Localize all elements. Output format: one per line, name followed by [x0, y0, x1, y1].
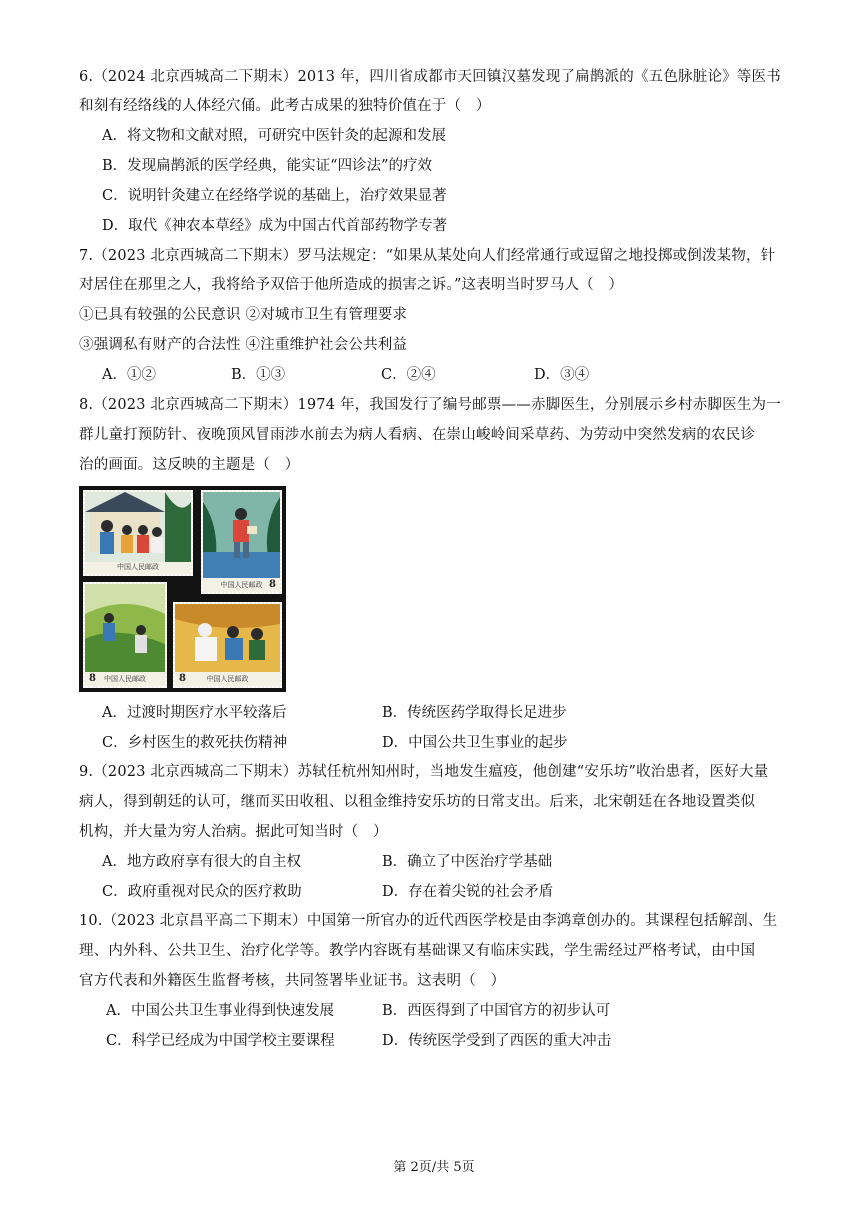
q9-stem-line2: 病人，得到朝廷的认可，继而买田收租、以租金维持安乐坊的日常支出。后来，北宋朝廷在各地设置类似 — [79, 794, 756, 810]
stamp-field-treatment-art — [175, 604, 280, 672]
stamp-value: 8 — [179, 673, 186, 684]
stamp-vaccination-art — [85, 492, 191, 562]
q7-option-d: D．③④ — [534, 367, 590, 383]
stamp-caption: 中国人民邮政 — [206, 675, 249, 683]
q7-stem-line1: 7.（2023 北京西城高二下期末）罗马法规定：“如果从某处向人们经常通行或逗留之地投掷或倒泼某物，针 — [79, 248, 776, 264]
q6-option-b: B．发现扁鹊派的医学经典，能实证“四诊法”的疗效 — [102, 158, 432, 174]
q7-option-c: C．②④ — [381, 367, 436, 383]
q6-option-a: A．将文物和文献对照，可研究中医针灸的起源和发展 — [102, 128, 446, 144]
q8-stem-line3: 治的画面。这反映的主题是（ ） — [79, 457, 300, 473]
stamp-value: 8 — [89, 673, 96, 684]
q8-stem-line1: 8.（2023 北京西城高二下期末）1974 年，我国发行了编号邮票——赤脚医生，分别展示乡村赤脚医生为一 — [79, 397, 781, 413]
stamp-wading — [201, 490, 282, 594]
q9-option-d: D．存在着尖锐的社会矛盾 — [382, 884, 554, 900]
q8-option-a: A．过渡时期医疗水平较落后 — [102, 705, 287, 721]
q7-option-b: B．①③ — [231, 367, 286, 383]
q6-option-c: C．说明针灸建立在经络学说的基础上，治疗效果显著 — [102, 188, 447, 204]
q8-option-d: D．中国公共卫生事业的起步 — [382, 735, 568, 751]
stamp-caption: 中国人民邮政 — [104, 675, 146, 683]
stamp-value: 8 — [269, 579, 276, 590]
q10-stem-line1: 10.（2023 北京昌平高二下期末）中国第一所官办的近代西医学校是由李鸿章创办的。其课程包括解剖、生 — [79, 913, 778, 929]
q6-stem-line2: 和刻有经络线的人体经穴俑。此考古成果的独特价值在于（ ） — [79, 98, 491, 114]
q10-option-d: D．传统医学受到了西医的重大冲击 — [382, 1033, 612, 1049]
q10-stem-line2: 理、内外科、公共卫生、治疗化学等。教学内容既有基础课又有临床实践，学生需经过严格考试，由中国 — [79, 943, 756, 959]
q8-stem-line2: 群儿童打预防针、夜晚顶风冒雨涉水前去为病人看病、在崇山峻岭间采草药、为劳动中突然发病的农民诊 — [79, 427, 756, 443]
barefoot-doctor-stamps-image — [79, 486, 286, 692]
q9-option-a: A．地方政府享有很大的自主权 — [102, 854, 301, 870]
stamp-herbs — [83, 582, 167, 688]
q8-option-c: C．乡村医生的救死扶伤精神 — [102, 735, 288, 751]
q7-statements-1: ①已具有较强的公民意识 ②对城市卫生有管理要求 — [79, 307, 408, 323]
q8-option-b: B．传统医药学取得长足进步 — [382, 705, 567, 721]
page-number: 第 2页/共 5页 — [393, 1160, 475, 1175]
q6-stem-line1: 6.（2024 北京西城高二下期末）2013 年，四川省成都市天回镇汉墓发现了扁鹊派的《五色脉脏论》等医书 — [79, 69, 781, 85]
q7-stem-line2: 对居住在那里之人，我将给予双倍于他所造成的损害之诉。”这表明当时罗马人（ ） — [79, 277, 624, 293]
q9-stem-line1: 9.（2023 北京西城高二下期末）苏轼任杭州知州时，当地发生瘟疫，他创建“安乐坊”收治患者，医好大量 — [79, 764, 769, 780]
stamp-herbs-art — [85, 584, 165, 672]
q7-option-a: A．①② — [102, 367, 156, 383]
stamp-field-treatment — [173, 602, 282, 688]
q9-option-b: B．确立了中医治疗学基础 — [382, 854, 553, 870]
stamp-caption: 中国人民邮政 — [117, 563, 159, 571]
q10-option-c: C．科学已经成为中国学校主要课程 — [106, 1033, 335, 1049]
stamp-vaccination — [83, 490, 193, 576]
q9-option-c: C．政府重视对民众的医疗救助 — [102, 884, 302, 900]
q9-stem-line3: 机构，并大量为穷人治病。据此可知当时（ ） — [79, 824, 388, 840]
stamp-wading-art — [203, 492, 280, 578]
q10-option-a: A．中国公共卫生事业得到快速发展 — [106, 1003, 334, 1019]
q10-stem-line3: 官方代表和外籍医生监督考核，共同签署毕业证书。这表明（ ） — [79, 973, 506, 989]
q10-option-b: B．西医得到了中国官方的初步认可 — [382, 1003, 611, 1019]
stamp-caption: 中国人民邮政 — [220, 581, 263, 589]
q6-option-d: D．取代《神农本草经》成为中国古代首部药物学专著 — [102, 218, 448, 234]
q7-statements-2: ③强调私有财产的合法性 ④注重维护社会公共利益 — [79, 337, 408, 353]
